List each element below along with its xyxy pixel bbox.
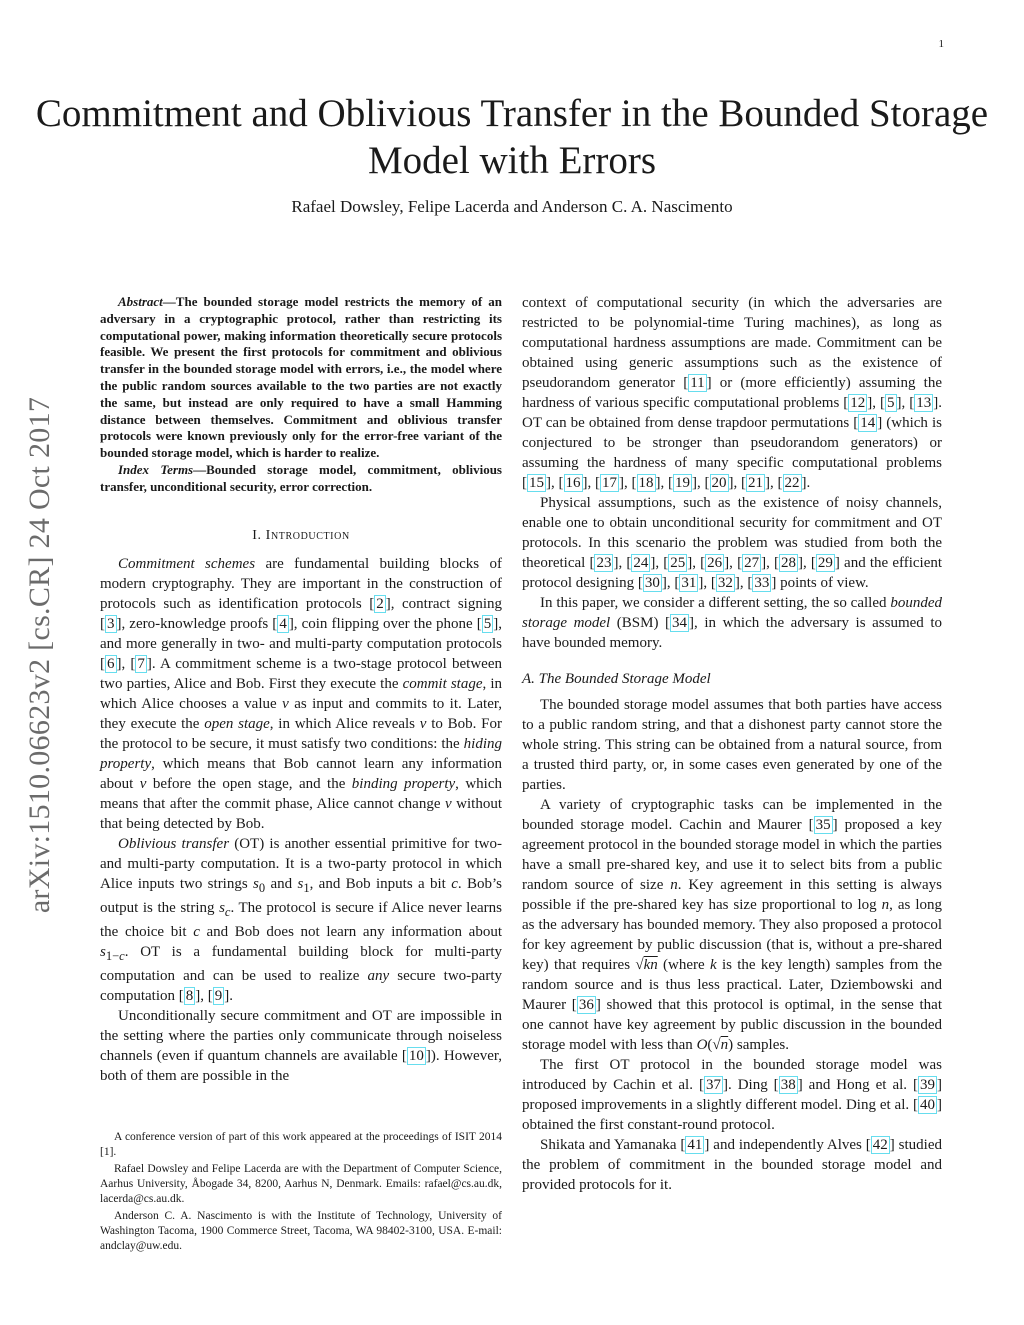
subsection-heading-bsm: A. The Bounded Storage Model	[522, 671, 711, 687]
intro-paragraph-4: Physical assumptions, such as the existence of noisy channels, enable one to obtain unconditional security for commitment and OT protocols. In this scenario the problem was studied from both the theoretical [ 23 ], [ 24 ], [ 25 ], [ 26 ], [ 27 ], [ 28 ], [ 29 ] and the efficient protocol designing [ 30 ], [ 31 ], [ 32 ], [ 33 ] points of view.	[522, 495, 943, 591]
arxiv-sidebar-stamp	[20, 355, 60, 955]
abstract-text: —The bounded storage model restricts the memory of an adversary in a cryptographic protocol, rather than restricting its computational power, making information theoretically secure protocols feasible. We present the first protocols for commitment and oblivious transfer in the bounded storage model with errors, i.e., the model where the public random sources available to the two parties are not exactly the same, but instead are only required to have a small Hamming distance between themselves. Commitment and oblivious transfer protocols were known previously only for the error-free variant of the bounded storage model, which is harder to realize.	[100, 294, 502, 461]
footnote: Rafael Dowsley and Felipe Lacerda are with the Department of Computer Science, Aarhus University, Åbogade 34, 8200, Aarhus N, Denmark. Emails: rafael@cs.au.dk, lacerda@cs.au.dk.	[100, 1163, 502, 1205]
intro-paragraph-3: Unconditionally secure commitment and OT are impossible in the setting where the parties only communicate through noiseless channels (even if quantum channels are available [ 10 ]). However, both of them are possible in the	[100, 1007, 502, 1084]
index-terms-text: —Bounded storage model, commitment, oblivious transfer, unconditional security, error correction.	[100, 461, 502, 494]
bsm-paragraph-3: The first OT protocol in the bounded storage model was introduced by Cachin et al. [ 37 ]. Ding [ 38 ] and Hong et al. [ 39 ] proposed improvements in a slightly different model. Ding et al. [ 40 ] obtained the first constant-round protocol.	[522, 1057, 942, 1133]
paper-authors: Rafael Dowsley, Felipe Lacerda and Anderson C. A. Nascimento	[291, 197, 733, 216]
index-terms-label: Index Terms	[118, 461, 194, 477]
right-column	[522, 293, 942, 1195]
section-heading-introduction: I. Introduction	[252, 527, 350, 543]
intro-paragraph-5: In this paper, we consider a different setting, the so called bounded storage model (BSM) [ 34 ], in which the adversary is assumed to have bounded memory.	[522, 595, 942, 651]
page-number: 1	[938, 38, 944, 50]
bsm-paragraph-4: Shikata and Yamanaka [ 41 ] and independently Alves [ 42 ] studied the problem of commitment in the bounded storage model and provided protocols for it.	[522, 1137, 943, 1193]
footnote: A conference version of part of this work appeared at the proceedings of ISIT 2014 [1].	[100, 1131, 502, 1158]
abstract	[100, 294, 502, 462]
intro-paragraph-1: Commitment schemes are fundamental building blocks of modern cryptography. They are important in the construction of protocols such as identification protocols [ 2 ], contract signing [ 3 ], zero-knowledge proofs [ 4 ], coin flipping over the phone [ 5 ], and more generally in two- and multi-party computation protocols [ 6 ], [ 7 ]. A commitment scheme is a two-stage protocol between two parties, Alice and Bob. First they execute the commit stage, in which Alice chooses a value v as input and commits to it. Later, they execute the open stage, in which Alice reveals v to Bob. For the protocol to be secure, it must satisfy two conditions: the hiding property, which means that Bob cannot learn any information about v before the open stage, and the binding property, which means that after the commit phase, Alice cannot change v without that being detected by Bob.	[100, 555, 503, 832]
paper-title: Commitment and Oblivious Transfer in the Bounded Storage Model with Errors	[35, 92, 989, 182]
left-column	[100, 294, 502, 1086]
arxiv-id-text: arXiv:1510.06623v2 [cs.CR] 24 Oct 2017	[23, 396, 57, 914]
index-terms	[100, 462, 502, 496]
abstract-label: Abstract	[118, 294, 163, 309]
footnote: Anderson C. A. Nascimento is with the Institute of Technology, University of Washington Tacoma, 1900 Commerce Street, Tacoma, WA 98402-3100, USA. E-mail: andclay@uw.edu.	[100, 1210, 502, 1252]
bsm-paragraph-1: The bounded storage model assumes that both parties have access to a public random string, and that a dishonest party cannot store the whole string. This string can be obtained from a natural source, from a trusted third party, or, in some cases even generated by one of the parties.	[522, 697, 942, 793]
intro-paragraph-2: Oblivious transfer (OT) is another essential primitive for two- and multi-party computation. It is a two-party protocol in which Alice inputs two strings $s_0$ and $s_1$, and Bob inputs a bit c. Bob’s output is the string $s_c$. The protocol is secure if Alice never learns the choice bit c and Bob does not learn any information about $s_{1-c}$. OT is a fundamental building block for multi-party computation and can be used to realize any secure two-party computation [ 8 ], [ 9 ].	[100, 835, 502, 1004]
intro-paragraph-3-continued: context of computational security (in which the adversaries are restricted to be polynomial-time Turing machines), as long as computational hardness assumptions are made. Commitment can be obtained using generic assumptions such as the existence of pseudorandom generator [ 11 ] or (more efficiently) assuming the hardness of various specific computational problems [ 12 ], [ 5 ], [ 13 ]. OT can be obtained from dense trapdoor permutations [ 14 ] (which is conjectured to be stronger than pseudorandom generators) or assuming the hardness of many specific computational problems [ 15 ], [ 16 ], [ 17 ], [ 18 ], [ 19 ], [ 20 ], [ 21 ], [ 22 ].	[522, 295, 942, 491]
bsm-paragraph-2: A variety of cryptographic tasks can be implemented in the bounded storage model. Cachin and Maurer [ 35 ] proposed a key agreement protocol in the bounded storage model in which the parties have a small pre-shared key, and use it to select bits from a public random source of size n. Key agreement in this setting is always possible if the pre-shared key has size proportional to log n, as long as the adversary has bounded memory. They also proposed a protocol for key agreement by public discussion (that is, without a pre-shared key) that requires √kn (where k is the key length) samples from the random source and is thus less practical. Later, Dziembowski and Maurer [ 36 ] showed that this protocol is optimal, in the sense that one cannot have key agreement by public discussion in the bounded storage model with less than O(√n) samples.	[522, 797, 942, 1053]
footnotes	[100, 1130, 502, 1256]
